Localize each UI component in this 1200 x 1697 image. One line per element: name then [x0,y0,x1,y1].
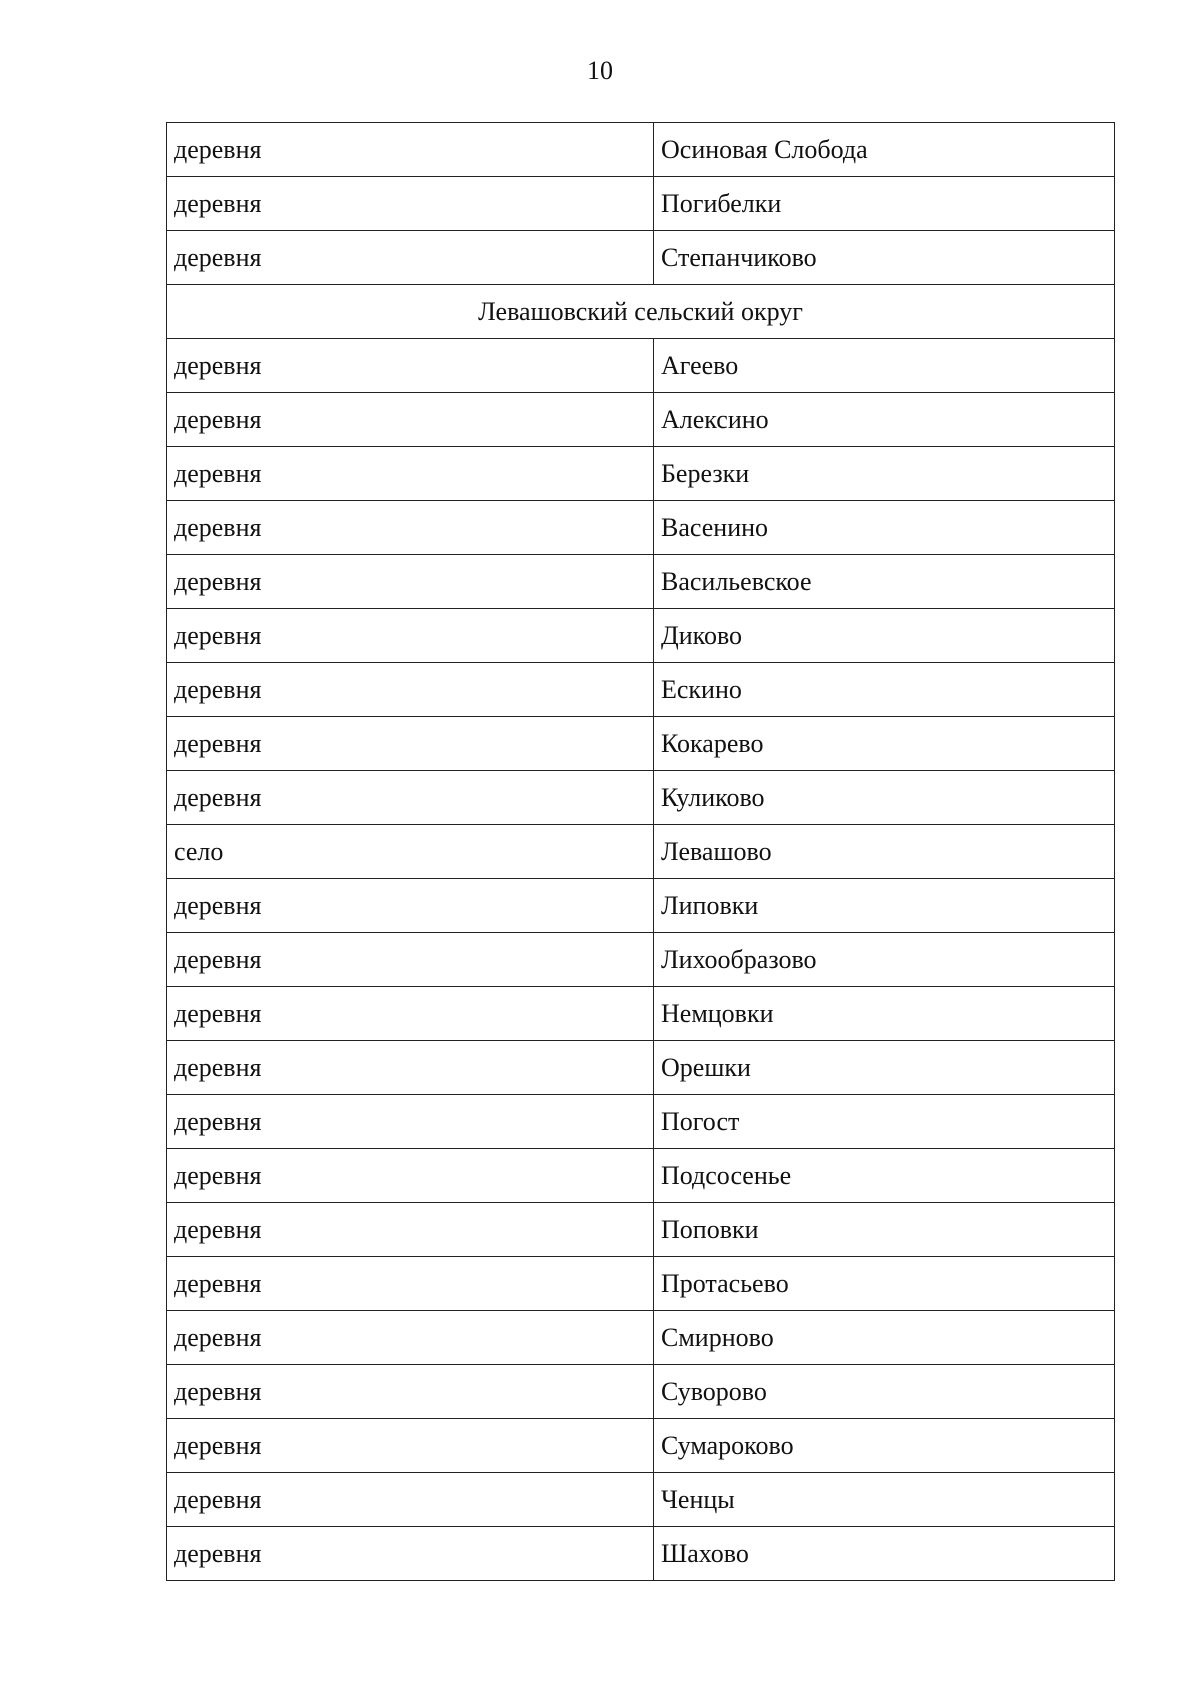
table-row [167,1257,1115,1311]
settlement-type-cell: деревня [167,1365,654,1419]
settlements-table [166,122,1115,1581]
table-row [167,501,1115,555]
settlement-name-cell: Погибелки [654,177,1115,231]
table-body [167,123,1115,1581]
settlement-type-cell: деревня [167,663,654,717]
table-row [167,879,1115,933]
settlement-type-cell: деревня [167,177,654,231]
settlement-name-cell: Васенино [654,501,1115,555]
table-row [167,339,1115,393]
settlement-type-cell: деревня [167,393,654,447]
settlement-type-cell: деревня [167,1041,654,1095]
settlement-type-cell: деревня [167,123,654,177]
settlement-type-cell: деревня [167,447,654,501]
settlement-type-cell: деревня [167,609,654,663]
table-row [167,555,1115,609]
settlement-name-cell: Погост [654,1095,1115,1149]
settlement-type-cell: деревня [167,879,654,933]
settlement-type-cell: деревня [167,231,654,285]
settlement-type-cell: деревня [167,555,654,609]
table-row [167,1149,1115,1203]
settlement-name-cell: Ченцы [654,1473,1115,1527]
settlement-name-cell: Куликово [654,771,1115,825]
settlement-type-cell: деревня [167,1473,654,1527]
table-row [167,1095,1115,1149]
settlement-name-cell: Ескино [654,663,1115,717]
settlement-name-cell: Васильевское [654,555,1115,609]
settlement-name-cell: Немцовки [654,987,1115,1041]
section-header-row [167,285,1115,339]
settlement-name-cell: Степанчиково [654,231,1115,285]
table-row [167,231,1115,285]
settlement-name-cell: Лихообразово [654,933,1115,987]
table-row [167,825,1115,879]
settlement-type-cell: деревня [167,339,654,393]
table-row [167,1365,1115,1419]
table-row [167,1041,1115,1095]
settlement-name-cell: Алексино [654,393,1115,447]
settlement-type-cell: деревня [167,933,654,987]
table-row [167,933,1115,987]
settlement-name-cell: Осиновая Слобода [654,123,1115,177]
settlement-type-cell: деревня [167,1311,654,1365]
settlement-type-cell: деревня [167,501,654,555]
settlement-name-cell: Левашово [654,825,1115,879]
table-row [167,1527,1115,1581]
settlement-name-cell: Подсосенье [654,1149,1115,1203]
settlement-name-cell: Агеево [654,339,1115,393]
settlement-name-cell: Шахово [654,1527,1115,1581]
settlement-type-cell: деревня [167,1149,654,1203]
table-row [167,987,1115,1041]
table-row [167,771,1115,825]
settlement-name-cell: Орешки [654,1041,1115,1095]
settlement-name-cell: Суворово [654,1365,1115,1419]
table-row [167,123,1115,177]
settlement-type-cell: деревня [167,1095,654,1149]
settlement-type-cell: деревня [167,1419,654,1473]
settlement-name-cell: Кокарево [654,717,1115,771]
settlement-name-cell: Березки [654,447,1115,501]
settlement-type-cell: деревня [167,1257,654,1311]
table-row [167,609,1115,663]
settlement-type-cell: деревня [167,771,654,825]
settlement-type-cell: деревня [167,987,654,1041]
page-number: 10 [587,56,613,85]
table-row [167,447,1115,501]
settlement-name-cell: Липовки [654,879,1115,933]
table-row [167,1473,1115,1527]
table-row [167,1203,1115,1257]
settlement-type-cell: деревня [167,717,654,771]
table-row [167,393,1115,447]
settlement-name-cell: Протасьево [654,1257,1115,1311]
table-row [167,177,1115,231]
settlement-name-cell: Смирново [654,1311,1115,1365]
table-row [167,1311,1115,1365]
settlement-type-cell: село [167,825,654,879]
table-row [167,717,1115,771]
settlement-type-cell: деревня [167,1203,654,1257]
settlement-type-cell: деревня [167,1527,654,1581]
settlement-name-cell: Диково [654,609,1115,663]
settlement-name-cell: Поповки [654,1203,1115,1257]
section-title: Левашовский сельский округ [167,285,1115,339]
table-row [167,1419,1115,1473]
settlement-name-cell: Сумароково [654,1419,1115,1473]
table-row [167,663,1115,717]
